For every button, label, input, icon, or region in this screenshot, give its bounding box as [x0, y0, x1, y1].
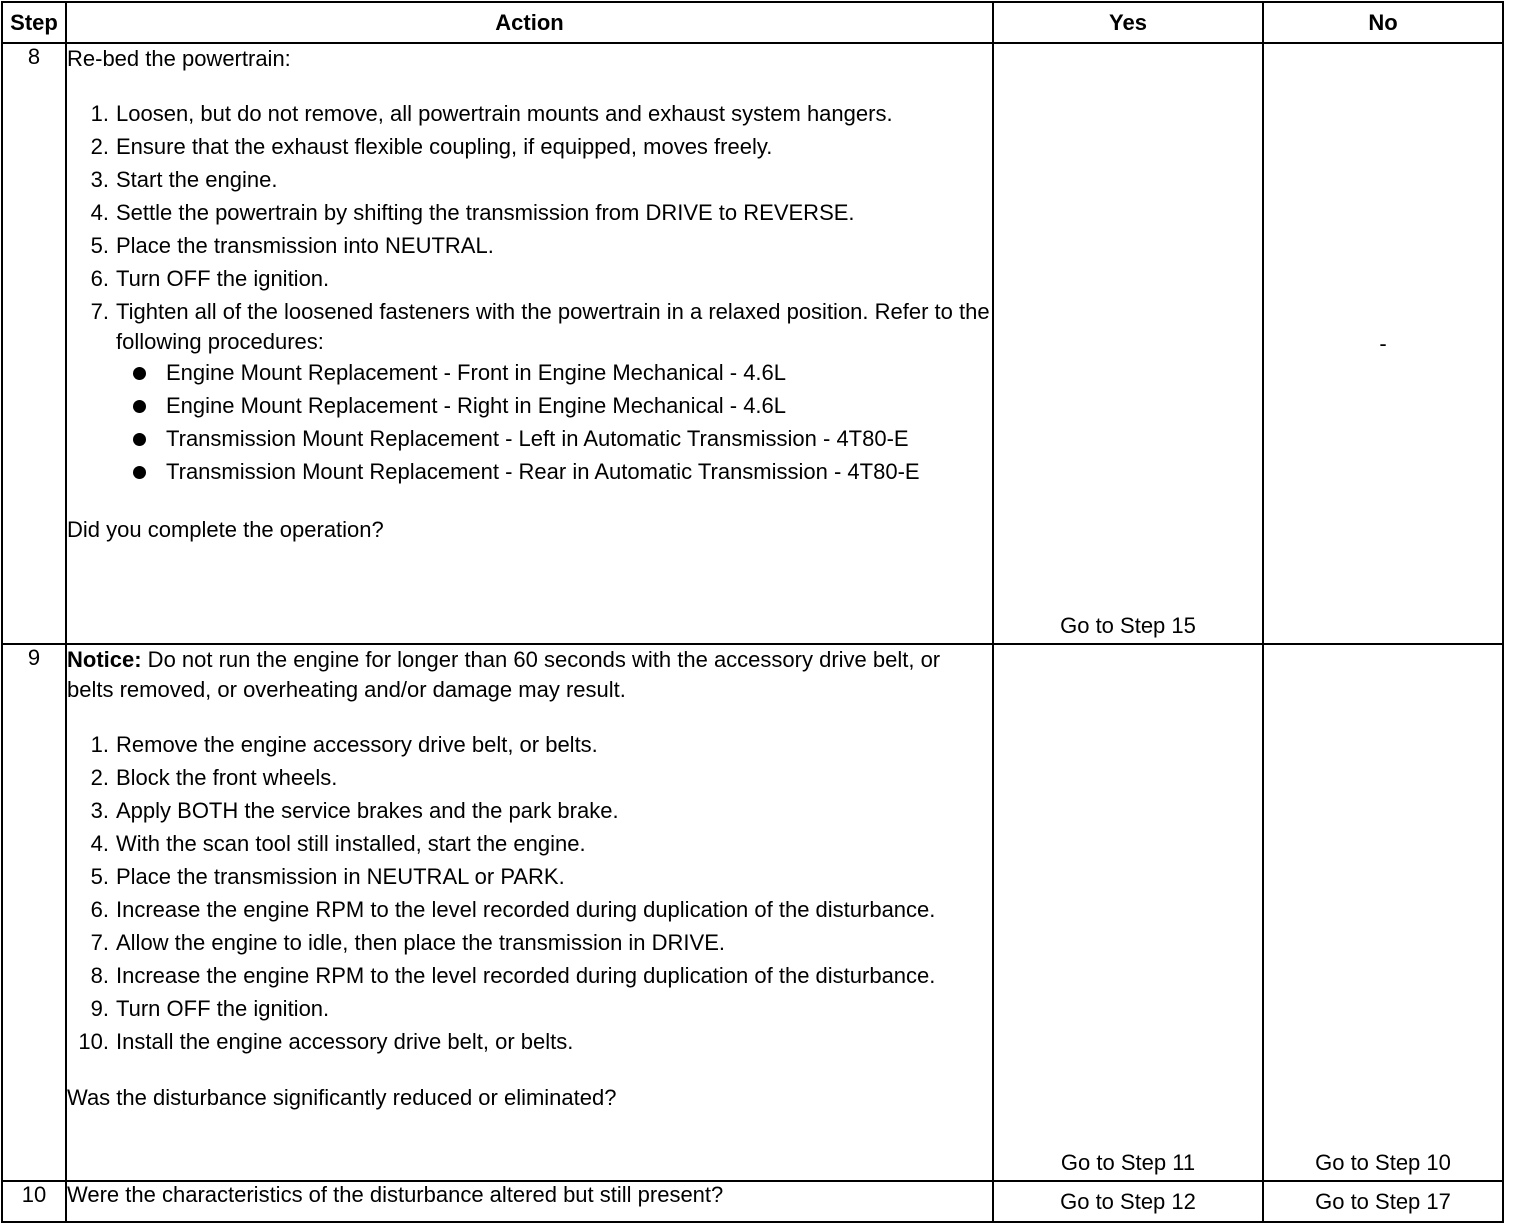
list-item: 2. Block the front wheels.: [90, 765, 338, 790]
header-row: [2, 2, 1503, 43]
procedure-list: [67, 98, 992, 491]
list-item: 9. Turn OFF the ignition.: [90, 996, 330, 1021]
procedure-list: [67, 729, 992, 1059]
list-item: 7. Tighten all of the loosened fasteners with the powertrain in a relaxed position. Refer to the following procedures: Engine Mount Replacement - Front in Engine Mechanical - 4.6L Engine Mount Replacement - Right in Engine Mechanical - 4.6L Transmission Mount Replacement - Left in Automatic Transmission - 4T80-E Transmission Mount Replacement - Rear in Automatic Transmission - 4T80-E: [67, 296, 992, 491]
list-item: 8. Increase the engine RPM to the level recorded during duplication of the disturbance.: [90, 963, 936, 988]
procedure-link[interactable]: Engine Mount Replacement - Front in Engine Mechanical - 4.6L: [116, 357, 992, 390]
list-item: 10. Install the engine accessory drive belt, or belts.: [78, 1029, 574, 1054]
step-number: 10: [2, 1181, 66, 1222]
bullet-icon: [116, 457, 166, 487]
intro-text: Re-bed the powertrain:: [67, 46, 291, 71]
bullet-icon: [116, 358, 166, 388]
diagnostic-table: [1, 1, 1504, 1223]
list-item: 1. Remove the engine accessory drive belt, or belts.: [90, 732, 598, 757]
procedure-link[interactable]: Transmission Mount Replacement - Left in Automatic Transmission - 4T80-E: [116, 423, 992, 456]
procedure-link[interactable]: Engine Mount Replacement - Right in Engine Mechanical - 4.6L: [116, 390, 992, 423]
list-item: 5. Place the transmission into NEUTRAL.: [90, 233, 494, 258]
bullet-icon: [116, 424, 166, 454]
notice-text: Notice: Do not run the engine for longer than 60 seconds with the accessory drive belt, or belts removed, or overheating and/or damage may result.: [67, 647, 941, 702]
list-item: 1. Loosen, but do not remove, all powertrain mounts and exhaust system hangers.: [90, 101, 893, 126]
list-item: 7. Allow the engine to idle, then place the transmission in DRIVE.: [90, 930, 725, 955]
list-item: 4. Settle the powertrain by shifting the transmission from DRIVE to REVERSE.: [90, 200, 855, 225]
list-item: 6. Turn OFF the ignition.: [90, 266, 330, 291]
question-text: Did you complete the operation?: [67, 517, 384, 542]
notice-label: Notice:: [67, 647, 142, 672]
table-row-step-10: [2, 1181, 1503, 1222]
list-item: 3. Start the engine.: [90, 167, 278, 192]
procedure-links: [116, 357, 992, 489]
step-number: 9: [2, 644, 66, 1181]
question-text: Were the characteristics of the disturbance altered but still present?: [66, 1181, 993, 1222]
header-step: Step: [2, 2, 66, 43]
header-no: No: [1263, 2, 1503, 43]
question-text: Was the disturbance significantly reduced or eliminated?: [67, 1085, 617, 1110]
no-cell[interactable]: Go to Step 10: [1263, 644, 1503, 1181]
table-row-step-8: [2, 43, 1503, 644]
no-cell: -: [1263, 43, 1503, 644]
action-cell: [66, 644, 993, 1181]
list-item: 3. Apply BOTH the service brakes and the park brake.: [90, 798, 619, 823]
list-item: 5. Place the transmission in NEUTRAL or PARK.: [90, 864, 565, 889]
list-item: 2. Ensure that the exhaust flexible coupling, if equipped, moves freely.: [90, 134, 773, 159]
header-yes: Yes: [993, 2, 1263, 43]
yes-cell[interactable]: Go to Step 15: [993, 43, 1263, 644]
list-item: 4. With the scan tool still installed, start the engine.: [90, 831, 586, 856]
table-row-step-9: [2, 644, 1503, 1181]
procedure-link[interactable]: Transmission Mount Replacement - Rear in Automatic Transmission - 4T80-E: [116, 456, 992, 489]
list-item: 6. Increase the engine RPM to the level recorded during duplication of the disturbance.: [90, 897, 936, 922]
yes-cell[interactable]: Go to Step 12: [993, 1181, 1263, 1222]
step-number: 8: [2, 43, 66, 644]
bullet-icon: [116, 391, 166, 421]
header-action: Action: [66, 2, 993, 43]
no-cell[interactable]: Go to Step 17: [1263, 1181, 1503, 1222]
action-cell: [66, 43, 993, 644]
yes-cell[interactable]: Go to Step 11: [993, 644, 1263, 1181]
